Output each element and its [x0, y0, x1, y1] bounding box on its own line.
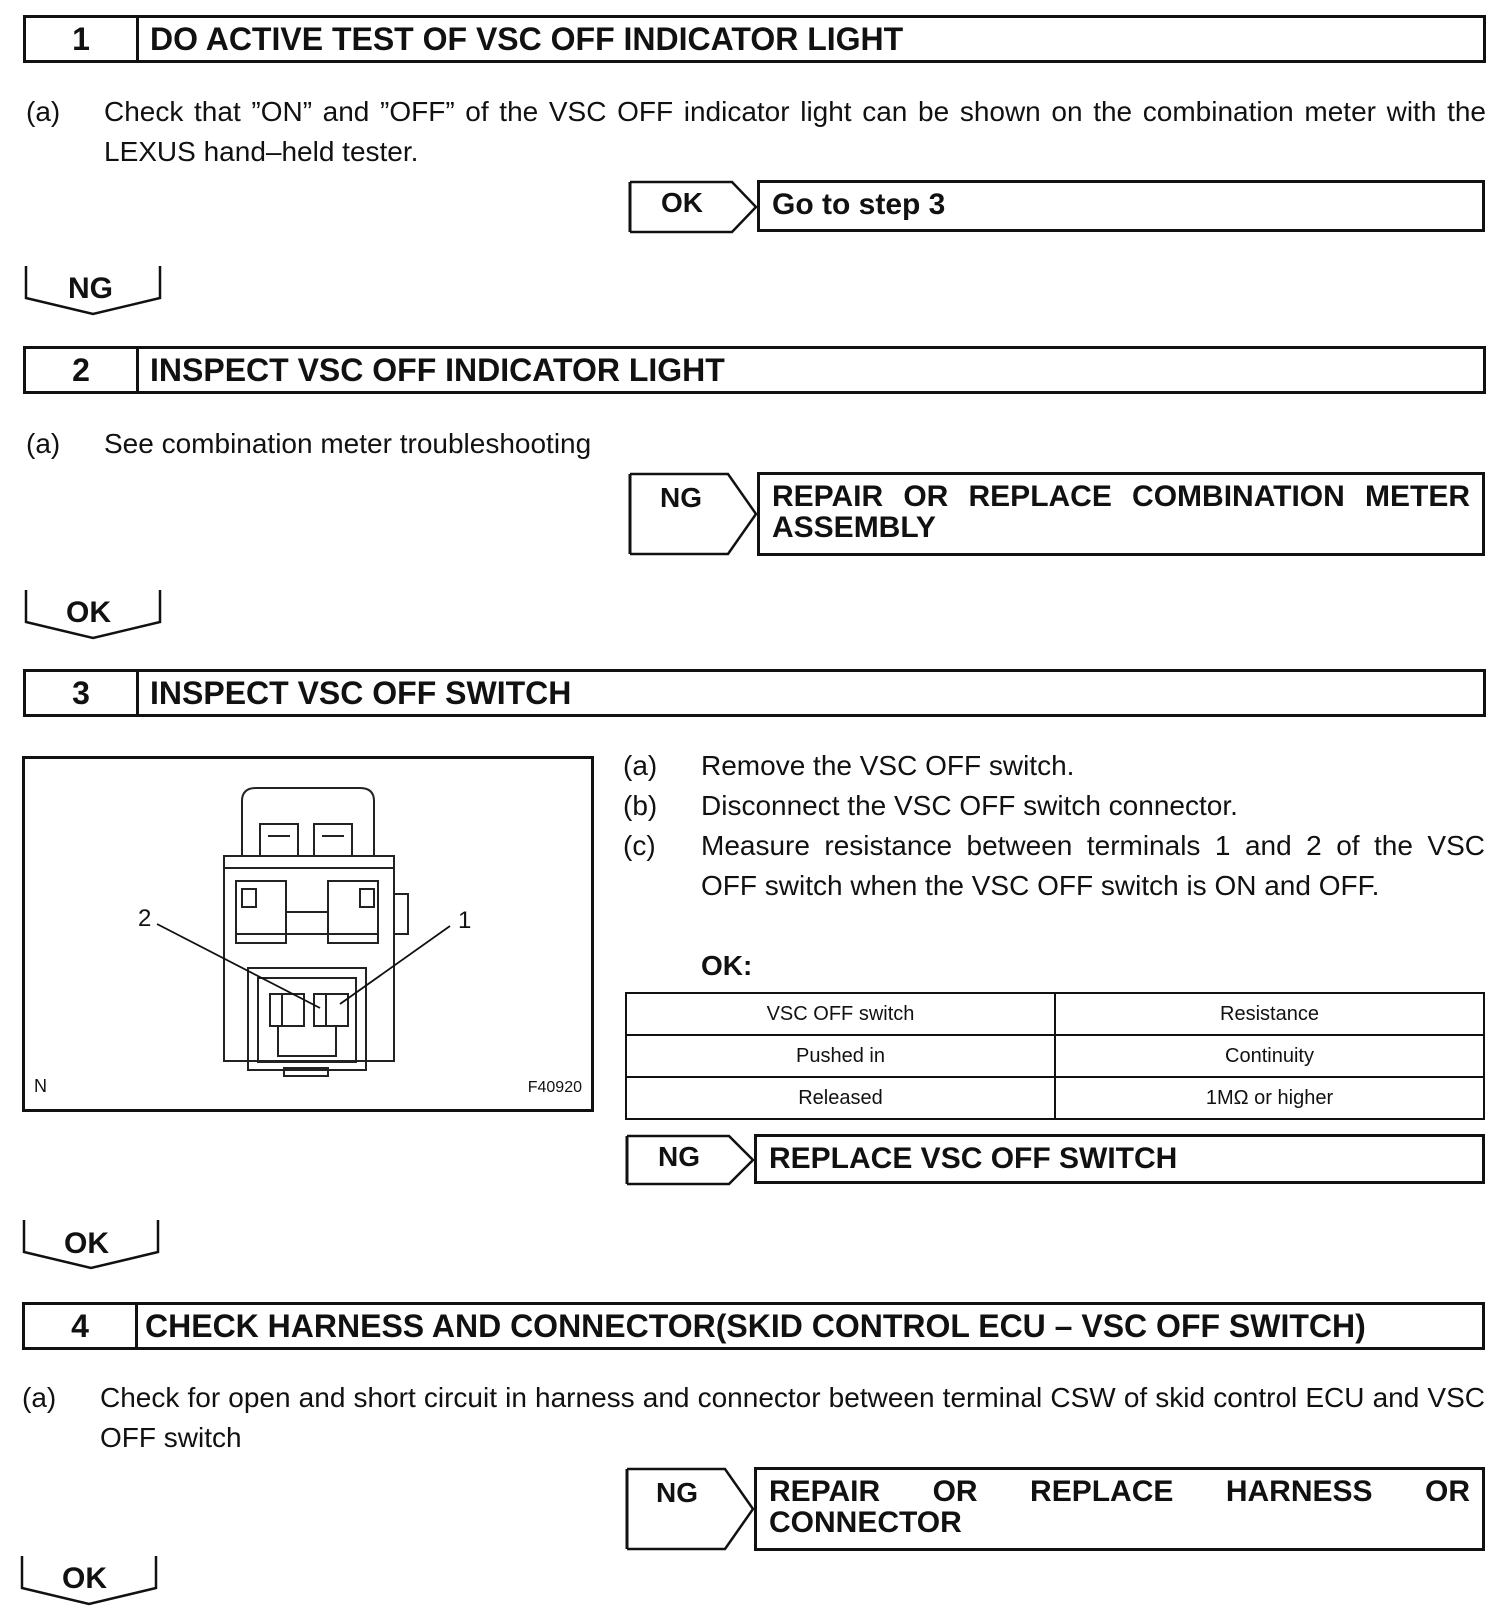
terminal-2-label: 2: [138, 905, 152, 932]
figure-id: F40920: [527, 1079, 582, 1096]
step-3-result-box: [754, 1134, 1485, 1184]
step-3-item-b: [623, 786, 1485, 826]
result-line-2: CONNECTOR: [769, 1506, 962, 1539]
next-tag: OK: [62, 1562, 107, 1595]
step-title: CHECK HARNESS AND CONNECTOR(SKID CONTROL ECU – VSC OFF SWITCH): [145, 1307, 1366, 1344]
branch-tag: NG: [656, 1477, 698, 1508]
step-number: 3: [26, 672, 139, 714]
table-cell: Continuity: [1055, 1035, 1484, 1077]
item-label: (b): [623, 790, 658, 821]
item-label: (c): [623, 830, 656, 861]
step-title: DO ACTIVE TEST OF VSC OFF INDICATOR LIGHT: [150, 20, 904, 57]
terminal-1-label: 1: [458, 907, 472, 934]
item-label: (a): [26, 96, 61, 127]
next-tag: OK: [66, 596, 111, 629]
resistance-spec-table: [625, 992, 1485, 1120]
step-2-item-a: [26, 424, 1486, 468]
branch-tag: OK: [661, 187, 703, 218]
item-label: (a): [22, 1382, 57, 1413]
step-3-item-c: [623, 826, 1485, 950]
item-text: Remove the VSC OFF switch.: [701, 750, 1075, 781]
column-header: Resistance: [1055, 993, 1484, 1035]
figure-corner-label: N: [34, 1076, 47, 1096]
table-row: [626, 1035, 1484, 1077]
connector-figure: [22, 756, 594, 1112]
result-text: Go to step 3: [772, 188, 946, 221]
item-text: Disconnect the VSC OFF switch connector.: [701, 790, 1238, 821]
item-label: (a): [623, 750, 658, 781]
step-1-result-box: [757, 180, 1485, 232]
item-text: Measure resistance between terminals 1 and 2 of the VSC OFF switch when the VSC OFF switch is ON and OFF.: [701, 830, 1485, 901]
branch-tag: NG: [660, 482, 702, 513]
item-text: Check that ”ON” and ”OFF” of the VSC OFF indicator light can be shown on the combination meter with the LEXUS hand–held tester.: [104, 96, 1486, 167]
step-4-header: [22, 1302, 1485, 1350]
step-number: 4: [25, 1305, 138, 1347]
step-2-header: [23, 346, 1486, 394]
table-header-row: [626, 993, 1484, 1035]
step-title: INSPECT VSC OFF INDICATOR LIGHT: [150, 351, 725, 388]
step-1-item-a: [26, 92, 1486, 176]
next-tag: OK: [64, 1227, 109, 1260]
step-2-result-box: [757, 472, 1485, 556]
result-line-1: REPAIR OR REPLACE HARNESS OR: [769, 1475, 1470, 1508]
step-4-item-a: [22, 1378, 1485, 1462]
table-cell: Released: [626, 1077, 1055, 1119]
step-title: INSPECT VSC OFF SWITCH: [150, 674, 572, 711]
branch-tag: NG: [658, 1141, 700, 1172]
result-line-2: ASSEMBLY: [772, 511, 936, 544]
ok-spec-label: OK:: [701, 950, 753, 981]
result-text: REPLACE VSC OFF SWITCH: [769, 1142, 1178, 1175]
column-header: VSC OFF switch: [626, 993, 1055, 1035]
item-text: See combination meter troubleshooting: [104, 428, 592, 459]
item-text: Check for open and short circuit in harness and connector between terminal CSW of skid control ECU and VSC OFF switch: [100, 1382, 1485, 1453]
step-3-item-a: [623, 746, 1485, 786]
step-4-result-box: [754, 1467, 1485, 1551]
step-number: 2: [26, 349, 139, 391]
result-line-1: REPAIR OR REPLACE COMBINATION METER: [772, 480, 1470, 513]
step-number: 1: [26, 18, 139, 60]
table-cell: Pushed in: [626, 1035, 1055, 1077]
step-3-header: [23, 669, 1486, 717]
table-row: [626, 1077, 1484, 1119]
next-tag: NG: [68, 272, 113, 305]
table-cell: 1MΩ or higher: [1055, 1077, 1484, 1119]
step-1-header: [23, 15, 1486, 63]
item-label: (a): [26, 428, 61, 459]
